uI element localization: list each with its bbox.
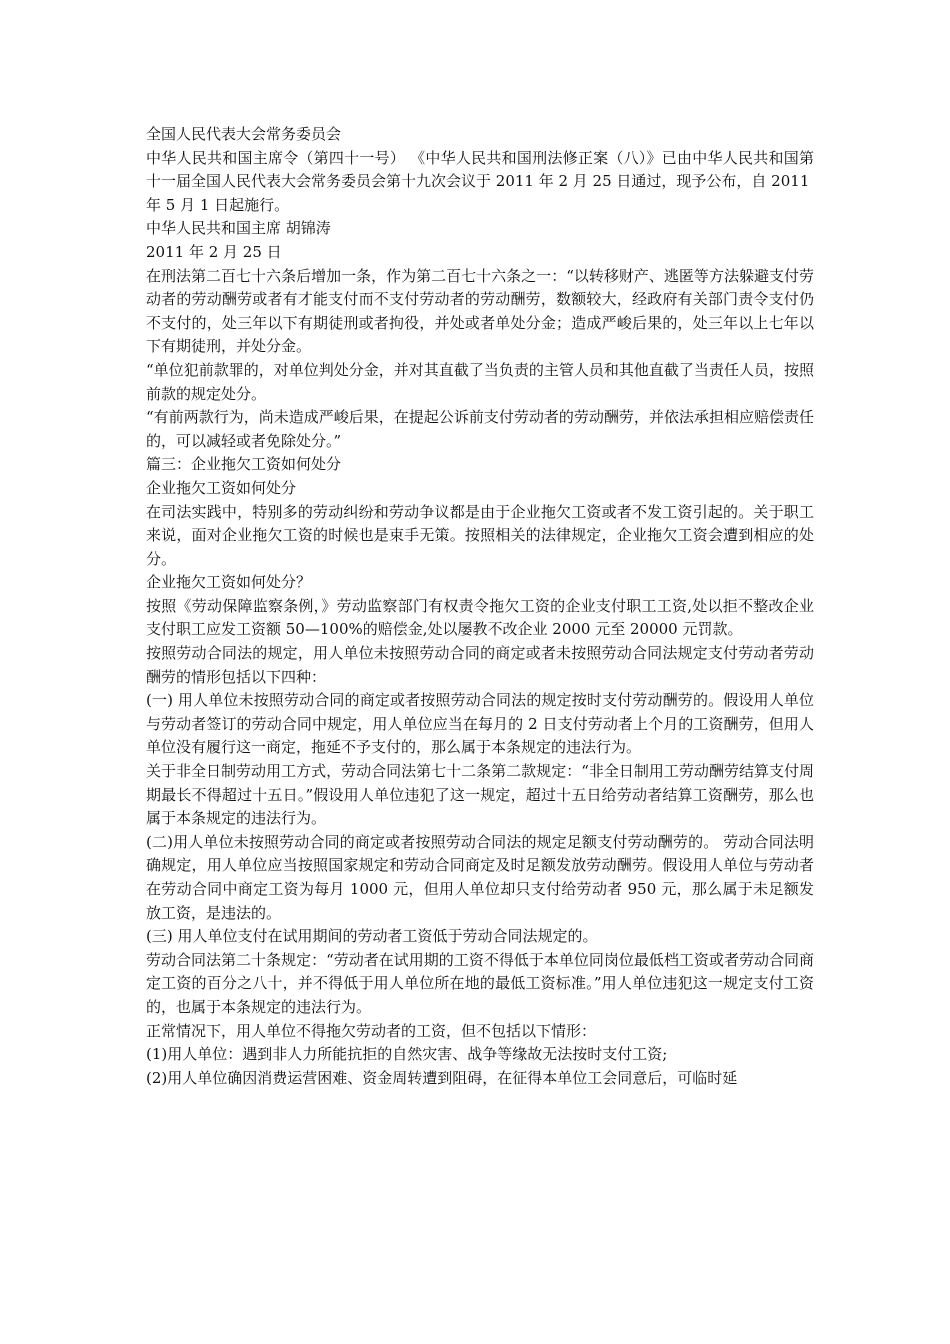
section-heading: 篇三：企业拖欠工资如何处分 xyxy=(146,455,342,474)
paragraph: 按照劳动合同法的规定，用人单位未按照劳动合同的商定或者未按照劳动合同法规定支付劳动者劳动酬劳的情形包括以下四种： xyxy=(146,644,814,686)
paragraph: 关于非全日制劳动用工方式，劳动合同法第七十二条第二款规定：“非全日制用工劳动酬劳结算支付周期最长不得超过十五日。”假设用人单位违犯了这一规定，超过十五日给劳动者结算工资酬劳，那么也属于本条规定的违法行为。 xyxy=(146,762,814,828)
paragraph: 按照《劳动保障监察条例，》劳动监察部门有权责令拖欠工资的企业支付职工工资,处以拒不整改企业支付职工应发工资额 50—100%的赔偿金,处以屡教不改企业 2000 元至 20000 元罚款。 xyxy=(146,596,814,639)
paragraph: “有前两款行为，尚未造成严峻后果，在提起公诉前支付劳动者的劳动酬劳，并依法承担相应赔偿责任的，可以减轻或者免除处分。” xyxy=(146,408,814,450)
paragraph: 劳动合同法第二十条规定：“劳动者在试用期的工资不得低于本单位同岗位最低档工资或者劳动合同商定工资的百分之八十，并不得低于用人单位所在地的最低工资标准。”用人单位违犯这一规定支付工资的，也属于本条规定的违法行为。 xyxy=(146,950,814,1016)
paragraph: 2011 年 2 月 25 日 xyxy=(146,242,282,261)
paragraph: (1)用人单位：遇到非人力所能抗拒的自然灾害、战争等缘故无法按时支付工资; xyxy=(146,1045,668,1064)
paragraph: (一) 用人单位未按照劳动合同的商定或者按照劳动合同法的规定按时支付劳动酬劳的。假设用人单位与劳动者签订的劳动合同中规定，用人单位应当在每月的 2 日支付劳动者上个月的工资酬劳，但用人单位没有履行这一商定，拖延不予支付的，那么属于本条规定的违法行为。 xyxy=(146,691,814,757)
paragraph: (二)用人单位未按照劳动合同的商定或者按照劳动合同法的规定足额支付劳动酬劳的。 劳动合同法明确规定，用人单位应当按照国家规定和劳动合同商定及时足额发放劳动酬劳。假设用人单位与劳动者在劳动合同中商定工资为每月 1000 元，但用人单位却只支付给劳动者 950 元，那么属于未足额发放工资，是违法的。 xyxy=(146,832,814,922)
paragraph: 中华人民共和国主席 胡锦涛 xyxy=(146,219,331,238)
paragraph: 正常情况下，用人单位不得拖欠劳动者的工资，但不包括以下情形： xyxy=(146,1021,597,1040)
paragraph: 全国人民代表大会常务委员会 xyxy=(146,125,342,143)
paragraph: 在刑法第二百七十六条后增加一条，作为第二百七十六条之一：“以转移财产、逃匿等方法躲避支付劳动者的劳动酬劳或者有才能支付而不支付劳动者的劳动酬劳，数额较大，经政府有关部门责令支付仍不支付的，处三年以下有期徒刑或者拘役，并处或者单处分金；造成严峻后果的，处三年以上七年以下有期徒刑，并处分金。 xyxy=(146,266,814,356)
paragraph: “单位犯前款罪的，对单位判处分金，并对其直截了当负责的主管人员和其他直截了当责任人员，按照前款的规定处分。 xyxy=(146,360,814,403)
paragraph: 企业拖欠工资如何处分？ xyxy=(146,573,312,592)
paragraph: 在司法实践中，特别多的劳动纠纷和劳动争议都是由于企业拖欠工资或者不发工资引起的。关于职工来说，面对企业拖欠工资的时候也是束手无策。按照相关的法律规定，企业拖欠工资会遭到相应的处分。 xyxy=(146,502,814,568)
paragraph: (三) 用人单位支付在试用期间的劳动者工资低于劳动合同法规定的。 xyxy=(146,927,598,946)
document-body xyxy=(146,123,814,1090)
section-title: 企业拖欠工资如何处分 xyxy=(146,478,297,497)
paragraph: 年 5 月 1 日起施行。 xyxy=(146,195,290,214)
paragraph: (2)用人单位确因消费运营困难、资金周转遭到阻碍，在征得本单位工会同意后，可临时延 xyxy=(146,1068,738,1087)
paragraph: 中华人民共和国主席令（第四十一号） 《中华人民共和国刑法修正案（八）》已由中华人民共和国第十一届全国人民代表大会常务委员会第十九次会议于 2011 年 2 月 25 日通过，现予公布，自 2011 xyxy=(146,148,814,191)
